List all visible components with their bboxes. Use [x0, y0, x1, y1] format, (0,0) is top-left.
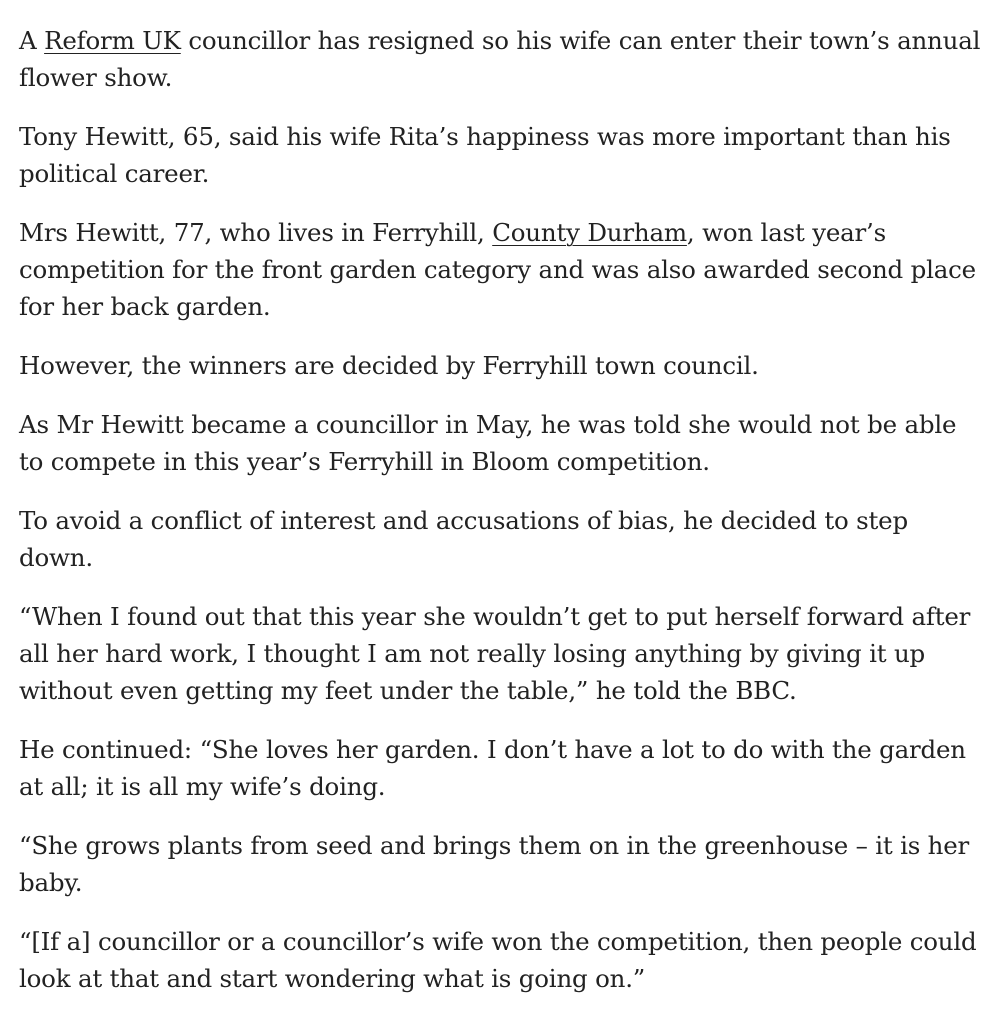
reform-uk-link[interactable]: Reform UK: [44, 26, 181, 55]
paragraph-9: “She grows plants from seed and brings them on in the greenhouse – it is her baby.: [19, 831, 970, 897]
paragraph-text: , won last year’s competition for the front garden category and was also awarded second place for her back garden.: [19, 218, 976, 321]
paragraph-text: councillor has resigned so his wife can enter their town’s annual flower show.: [19, 26, 981, 92]
paragraph-2: Tony Hewitt, 65, said his wife Rita’s happiness was more important than his political career.: [19, 122, 951, 188]
county-durham-link[interactable]: County Durham: [492, 218, 687, 247]
paragraph-8: He continued: “She loves her garden. I don’t have a lot to do with the garden at all; it is all my wife’s doing.: [19, 735, 966, 801]
paragraph-1: [19, 22, 984, 96]
paragraph-6: To avoid a conflict of interest and accusations of bias, he decided to step down.: [19, 506, 908, 572]
paragraph-text: A: [19, 26, 45, 55]
paragraph-5: As Mr Hewitt became a councillor in May, he was told she would not be able to compete in this year’s Ferryhill in Bloom competition.: [19, 410, 957, 476]
article-body: [19, 22, 984, 1019]
paragraph-10: “[If a] councillor or a councillor’s wife won the competition, then people could look at that and start wondering what is going on.”: [19, 927, 977, 993]
paragraph-4: However, the winners are decided by Ferryhill town council.: [19, 351, 759, 380]
paragraph-3: [19, 214, 984, 325]
paragraph-text: Mrs Hewitt, 77, who lives in Ferryhill,: [19, 218, 493, 247]
paragraph-7: “When I found out that this year she wouldn’t get to put herself forward after all her hard work, I thought I am not really losing anything by giving it up without even getting my feet under the table,” he told the BBC.: [19, 602, 971, 705]
